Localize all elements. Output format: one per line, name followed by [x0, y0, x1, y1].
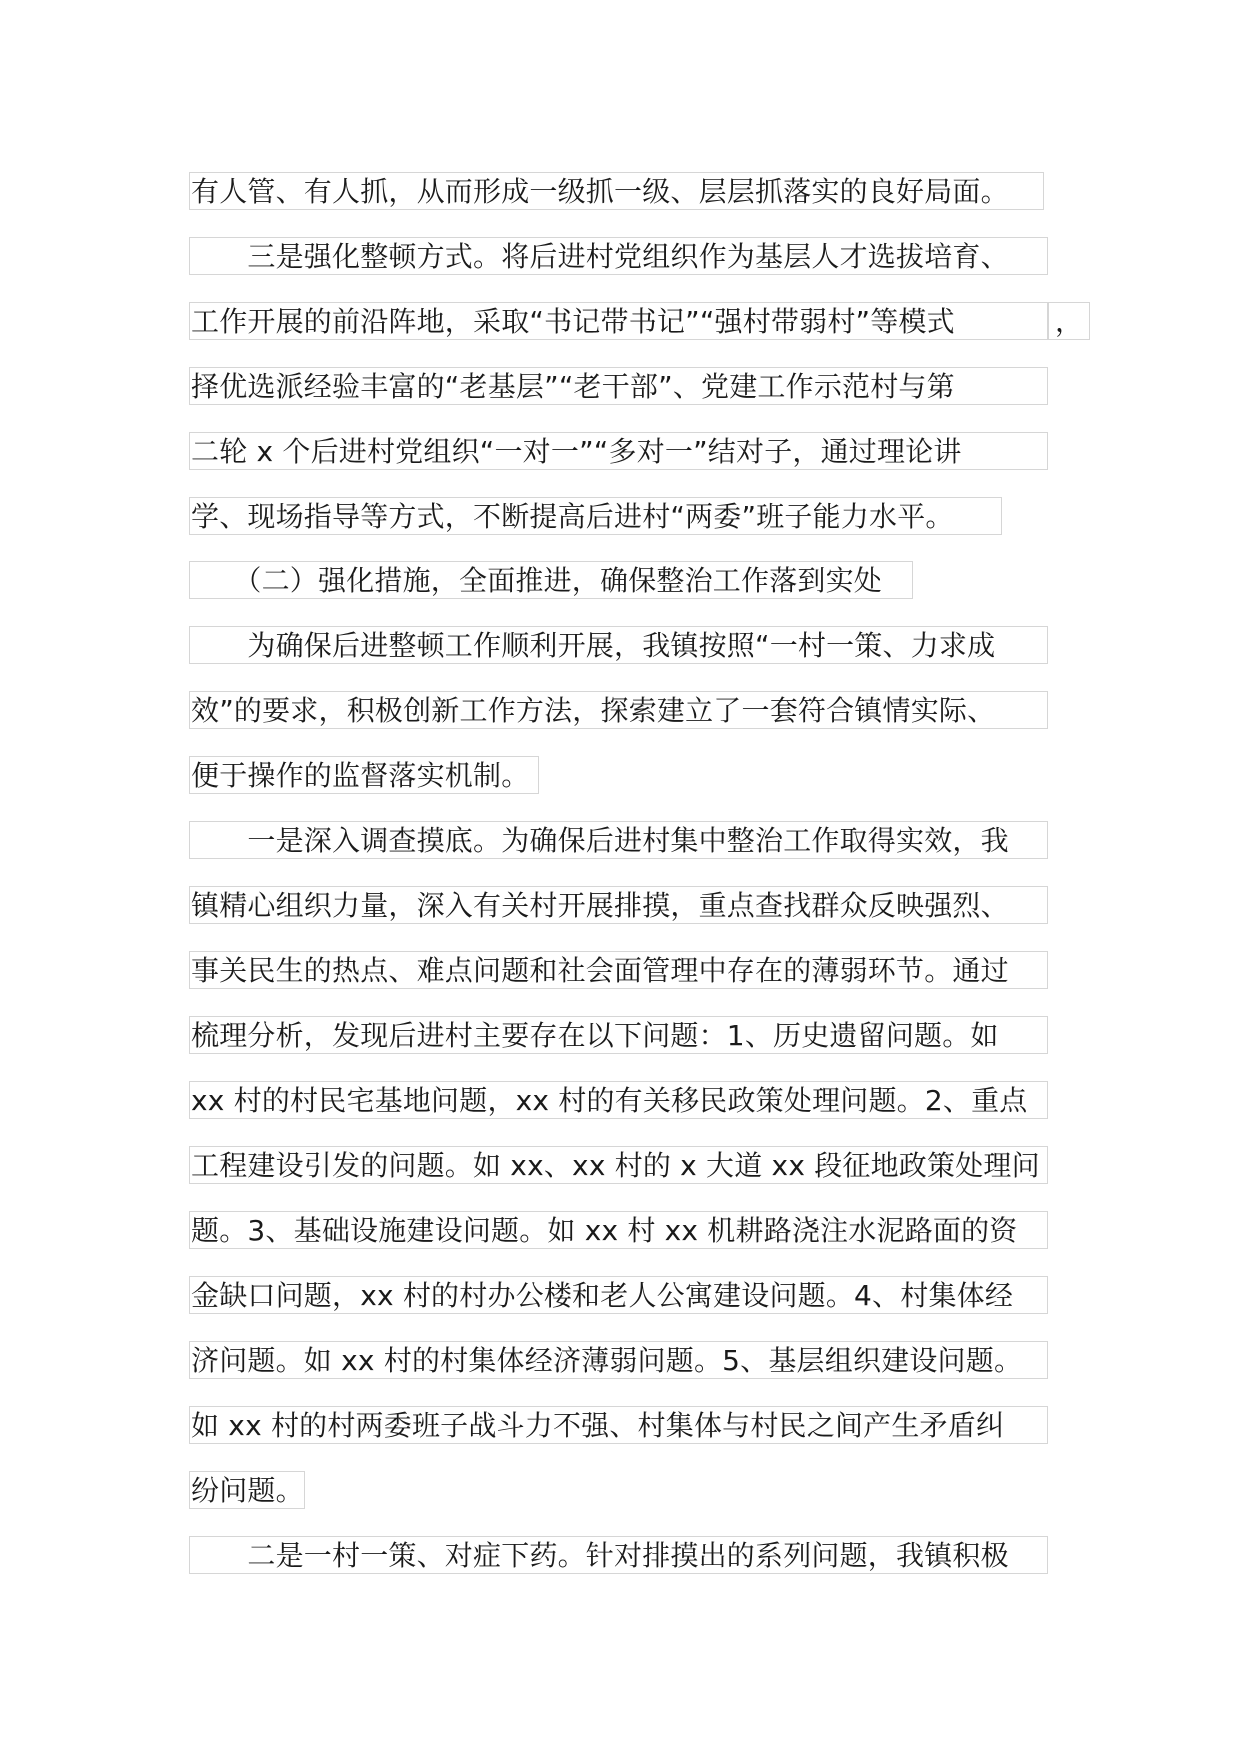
text-line: 题。3、基础设施建设问题。如 xx 村 xx 机耕路浇注水泥路面的资: [189, 1211, 1048, 1249]
text-line: 学、现场指导等方式，不断提高后进村“两委”班子能力水平。: [189, 497, 1002, 535]
text-line: 济问题。如 xx 村的村集体经济薄弱问题。5、基层组织建设问题。: [189, 1341, 1048, 1379]
text-line: 择优选派经验丰富的“老基层”“老干部”、党建工作示范村与第: [189, 367, 1048, 405]
text-line: 镇精心组织力量，深入有关村开展排摸，重点查找群众反映强烈、: [189, 886, 1048, 924]
text-line: 效”的要求，积极创新工作方法，探索建立了一套符合镇情实际、: [189, 691, 1048, 729]
text-line: 为确保后进整顿工作顺利开展，我镇按照“一村一策、力求成: [189, 626, 1048, 664]
text-line: 有人管、有人抓，从而形成一级抓一级、层层抓落实的良好局面。: [189, 172, 1044, 210]
text-line: 工程建设引发的问题。如 xx、xx 村的 x 大道 xx 段征地政策处理问: [189, 1146, 1048, 1184]
text-line: 纷问题。: [189, 1471, 305, 1509]
section-heading: （二）强化措施，全面推进，确保整治工作落到实处: [189, 561, 913, 599]
text-line: 工作开展的前沿阵地，采取“书记带书记”“强村带弱村”等模式: [189, 302, 1048, 340]
text-line: 如 xx 村的村两委班子战斗力不强、村集体与村民之间产生矛盾纠: [189, 1406, 1048, 1444]
text-line: 一是深入调查摸底。为确保后进村集中整治工作取得实效，我: [189, 821, 1048, 859]
text-line: 三是强化整顿方式。将后进村党组织作为基层人才选拔培育、: [189, 237, 1048, 275]
text-line: 二轮 x 个后进村党组织“一对一”“多对一”结对子，通过理论讲: [189, 432, 1048, 470]
text-line: 事关民生的热点、难点问题和社会面管理中存在的薄弱环节。通过: [189, 951, 1048, 989]
text-line: 二是一村一策、对症下药。针对排摸出的系列问题，我镇积极: [189, 1536, 1048, 1574]
overflow-comma: ，: [1048, 302, 1090, 340]
text-line: 金缺口问题，xx 村的村办公楼和老人公寓建设问题。4、村集体经: [189, 1276, 1048, 1314]
text-line: xx 村的村民宅基地问题，xx 村的有关移民政策处理问题。2、重点: [189, 1081, 1048, 1119]
text-line: 便于操作的监督落实机制。: [189, 756, 539, 794]
text-line: 梳理分析，发现后进村主要存在以下问题：1、历史遗留问题。如: [189, 1016, 1048, 1054]
